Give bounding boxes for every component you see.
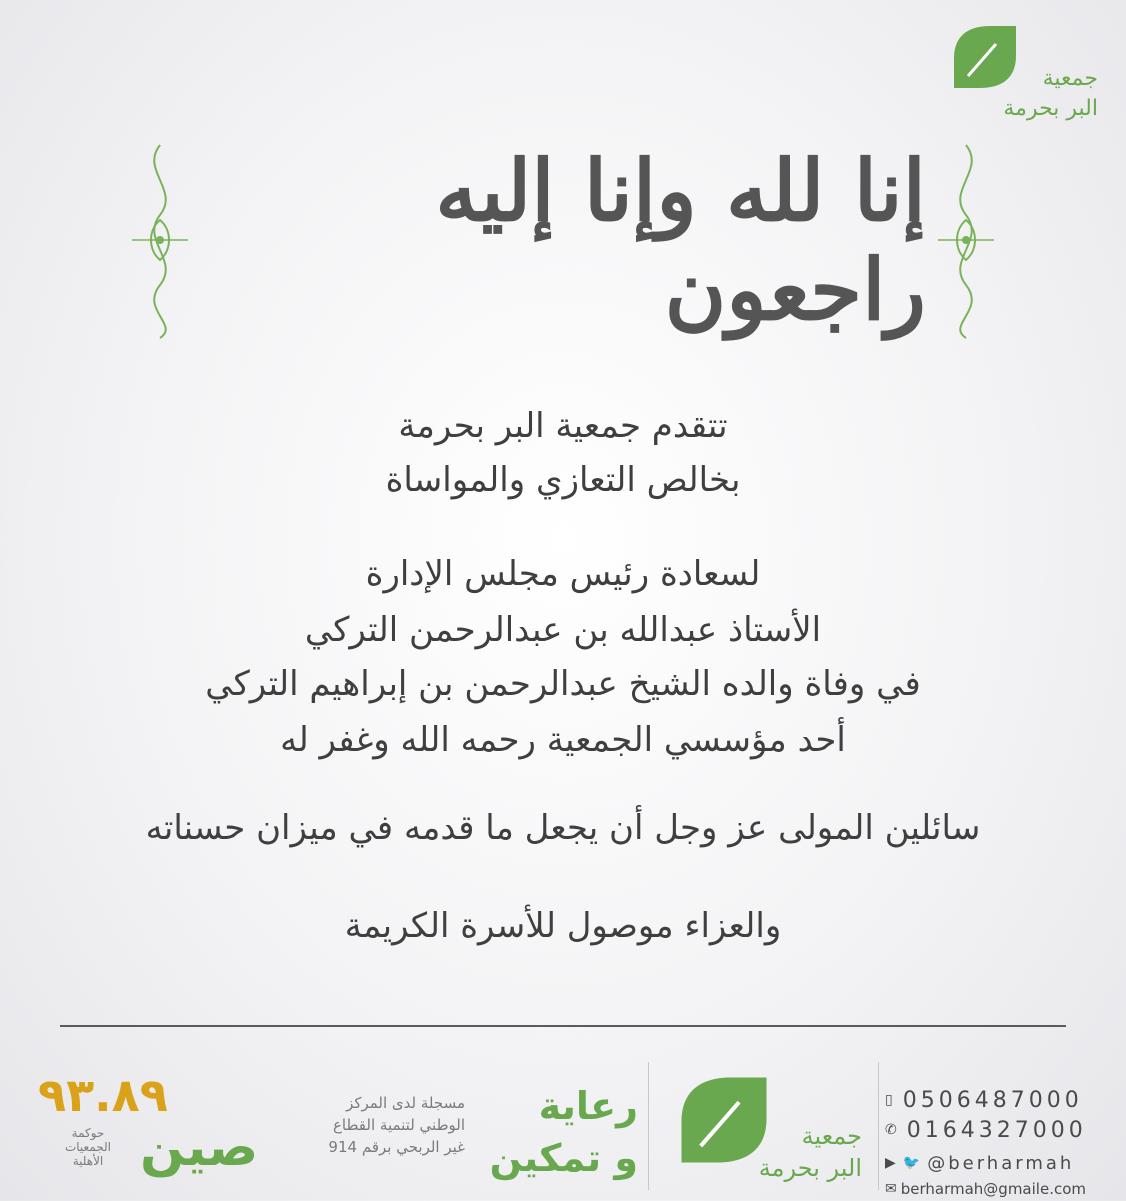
message-line-3: لسعادة رئيس مجلس الإدارة: [365, 554, 761, 594]
header-logo-line1: جمعية: [1042, 66, 1098, 91]
mail-icon: ✉: [885, 1181, 897, 1197]
registry-line2: الوطني لتنمية القطاع: [332, 1116, 465, 1134]
header-logo-line2: البر بحرمة: [1003, 96, 1098, 121]
header-logo: [950, 22, 1110, 132]
contact-block: [885, 1085, 1110, 1201]
footer-separator: [878, 1062, 879, 1190]
contact-social[interactable]: [885, 1149, 1110, 1177]
slogan-line2: و تمكين: [489, 1136, 638, 1180]
leaf-logo-icon: [950, 22, 1020, 92]
ornament-right-icon: [936, 140, 996, 340]
award-sub1: حوكمة: [71, 1126, 105, 1140]
title-banner: [130, 140, 996, 340]
slogan: [478, 1080, 638, 1184]
phone-icon: ✆: [885, 1122, 901, 1138]
message-line-4: الأستاذ عبدالله بن عبدالرحمن التركي: [304, 610, 822, 650]
award-subtitle: [38, 1126, 138, 1168]
message-line-2: بخالص التعازي والمواساة: [385, 460, 741, 500]
footer-logo-line1: جمعية: [801, 1122, 862, 1150]
ornament-left-icon: [130, 140, 190, 340]
award-score: ٩٣.٨٩: [38, 1068, 168, 1122]
youtube-icon: ▶: [885, 1155, 899, 1171]
award-sub3: الأهلية: [72, 1154, 104, 1168]
award-sub2: الجمعيات: [64, 1140, 112, 1154]
message-line-6: أحد مؤسسي الجمعية رحمه الله وغفر له: [280, 720, 846, 760]
footer-logo: [672, 1068, 872, 1188]
social-handle: @berharmah: [927, 1152, 1075, 1174]
message-line-5: في وفاة والده الشيخ عبدالرحمن بن إبراهيم التركي: [205, 664, 921, 704]
footer-divider: [60, 1025, 1066, 1027]
phone-number: 0164327000: [906, 1117, 1087, 1143]
governance-award: [30, 1068, 259, 1188]
twitter-icon: 🐦: [902, 1155, 924, 1171]
message-line-1: تتقدم جمعية البر بحرمة: [398, 406, 728, 446]
leaf-logo-icon: [676, 1072, 772, 1168]
slogan-line1: رعاية: [538, 1084, 638, 1128]
contact-email[interactable]: [885, 1177, 1110, 1201]
registry-line1: مسجلة لدى المركز: [346, 1094, 465, 1112]
mobile-number: 0506487000: [902, 1087, 1083, 1113]
contact-phone[interactable]: [885, 1115, 1110, 1145]
registry-note: [255, 1092, 465, 1158]
message-line-8: والعزاء موصول للأسرة الكريمة: [344, 906, 782, 946]
contact-mobile[interactable]: [885, 1085, 1110, 1115]
page-title: إنا لله وإنا إليه راجعون: [435, 141, 926, 339]
message-line-7: سائلين المولى عز وجل أن يجعل ما قدمه في ميزان حسناته: [145, 808, 981, 848]
footer-separator: [648, 1062, 649, 1190]
mobile-icon: ▯: [885, 1092, 897, 1108]
award-name: صين: [140, 1118, 259, 1178]
email-address: berharmah@gmaile.com: [900, 1180, 1086, 1198]
footer-logo-line2: البر بحرمة: [758, 1154, 862, 1182]
registry-line3: غير الربحي برقم 914: [328, 1138, 465, 1156]
